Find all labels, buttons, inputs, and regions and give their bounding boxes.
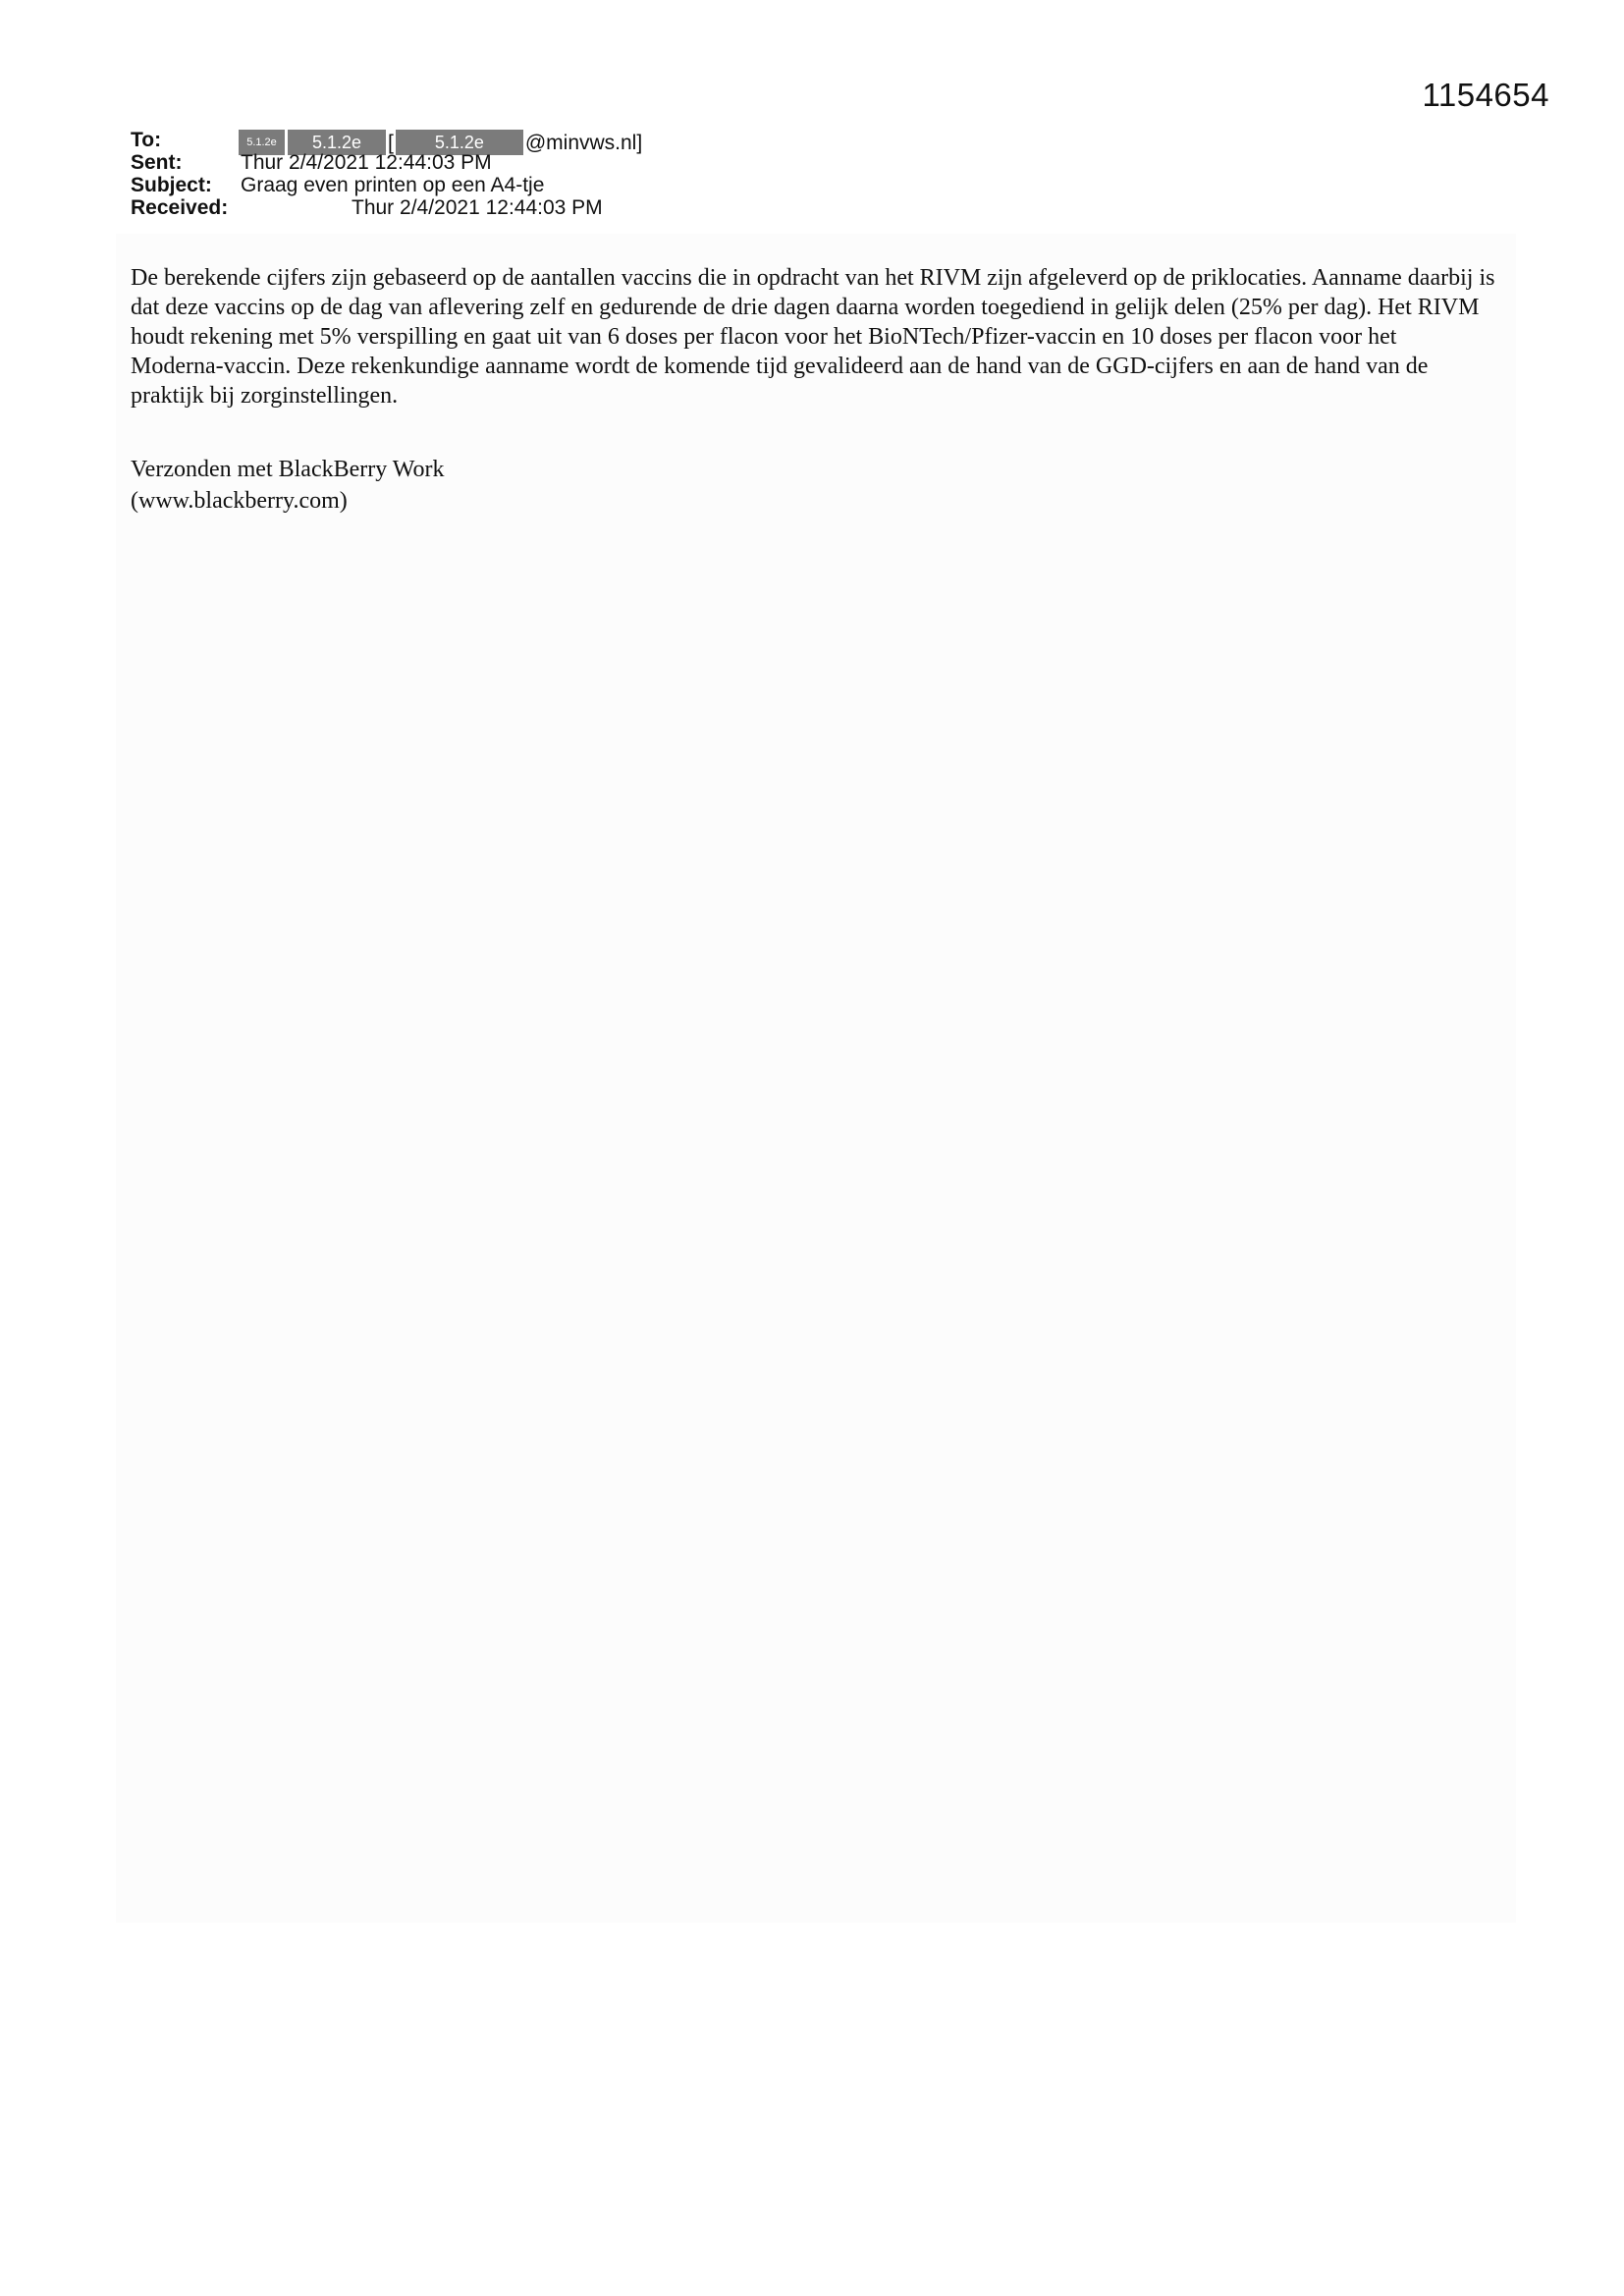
body-paragraph: De berekende cijfers zijn gebaseerd op de aantallen vaccins die in opdracht van het RIVM zijn afgeleverd op de priklocaties. Aanname daarbij is dat deze vaccins op de dag van aflevering zelf en gedurende de drie dagen daarna worden toegediend in gelijk delen (25% per dag). Het RIVM houdt rekening met 5% verspilling en gaat uit van 6 doses per flacon voor het BioNTech/Pfizer-vaccin en 10 doses per flacon voor het Moderna-vaccin. Deze rekenkundige aanname wordt de komende tijd gevalideerd aan de hand van de GGD-cijfers en aan de hand van de praktijk bij zorginstellingen. (131, 265, 1495, 409)
open-bracket: [ (388, 131, 394, 154)
email-domain: @minvws.nl] (524, 131, 643, 154)
email-body (131, 263, 1495, 410)
signature-line: Verzonden met BlackBerry Work (131, 457, 445, 482)
email-signature (131, 454, 445, 517)
received-value: Thur 2/4/2021 12:44:03 PM (352, 196, 603, 219)
signature-link: (www.blackberry.com) (131, 488, 348, 514)
received-label: Received: (131, 196, 229, 219)
subject-label: Subject: (131, 174, 212, 196)
subject-value: Graag even printen op een A4-tje (241, 174, 545, 196)
to-label: To: (131, 129, 162, 151)
sent-value: Thur 2/4/2021 12:44:03 PM (241, 151, 492, 174)
sent-label: Sent: (131, 151, 183, 174)
document-number: 1154654 (1422, 77, 1549, 113)
redaction-box: 5.1.2e (396, 130, 523, 155)
redaction-box: 5.1.2e (239, 130, 285, 155)
redaction-box: 5.1.2e (288, 130, 386, 155)
